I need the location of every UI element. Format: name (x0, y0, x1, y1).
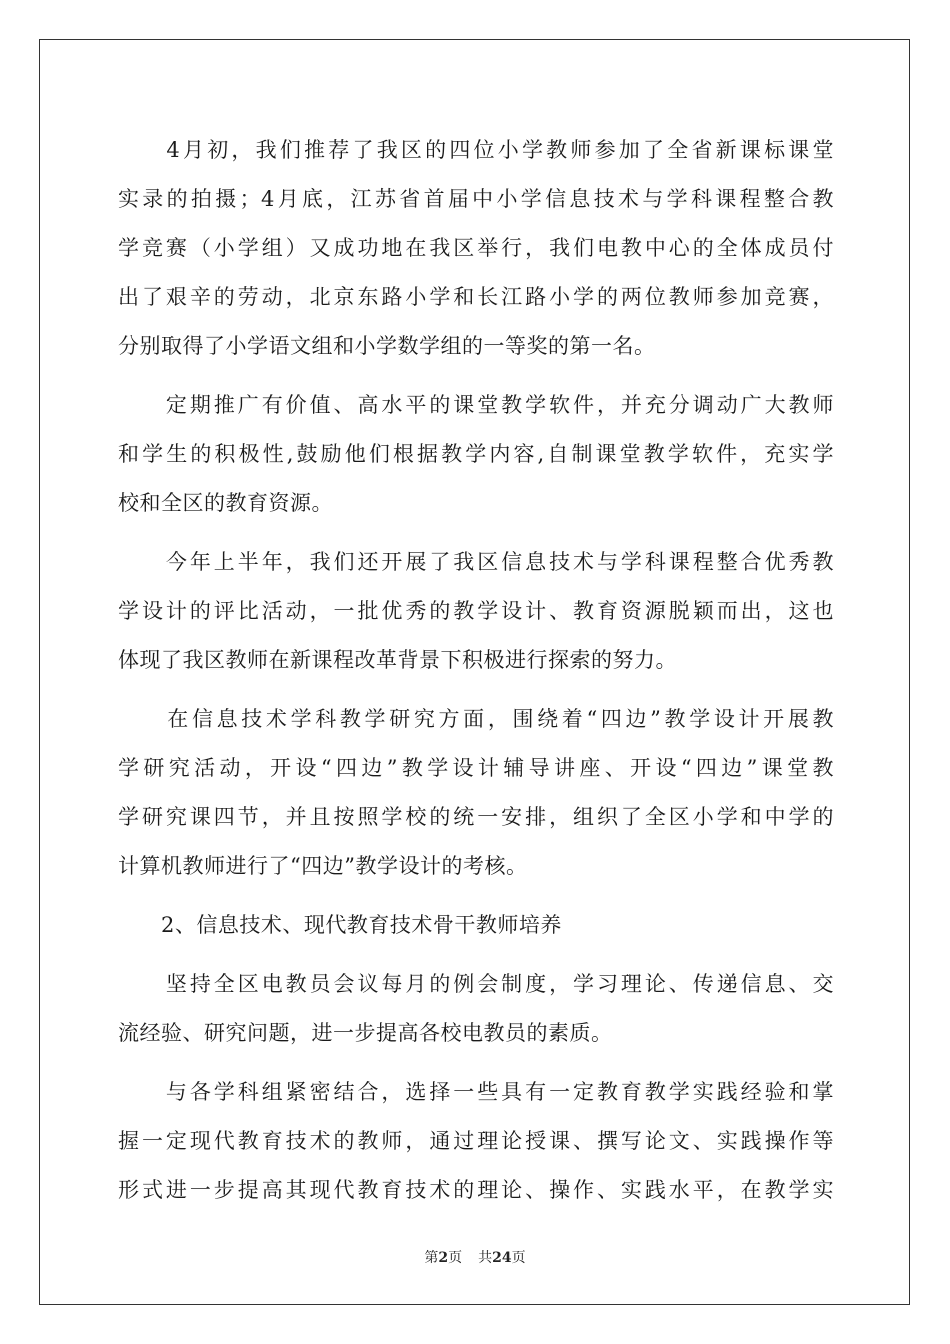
text-line: 学研究活动，开设“四边”教学设计辅导讲座、开设“四边”课堂教 (118, 756, 834, 780)
text-line: 在信息技术学科教学研究方面，围绕着“四边”教学设计开展教 (118, 707, 834, 731)
page-current: 2 (438, 1250, 449, 1266)
page-prefix: 第 (424, 1250, 439, 1266)
text-line: 4月初，我们推荐了我区的四位小学教师参加了全省新课标课堂 (118, 138, 834, 162)
text-line: 计算机教师进行了“四边”教学设计的考核。 (118, 854, 528, 878)
text-line: 和学生的积极性,鼓励他们根据教学内容,自制课堂教学软件，充实学 (118, 442, 834, 466)
text-line: 学竞赛（小学组）又成功地在我区举行，我们电教中心的全体成员付 (118, 236, 834, 260)
text-line: 出了艰辛的劳动，北京东路小学和长江路小学的两位教师参加竞赛， (118, 285, 834, 309)
text-line: 定期推广有价值、高水平的课堂教学软件，并充分调动广大教师 (118, 393, 834, 417)
section-heading: 2、信息技术、现代教育技术骨干教师培养 (118, 913, 562, 937)
text-line: 形式进一步提高其现代教育技术的理论、操作、实践水平，在教学实 (118, 1178, 834, 1202)
page-total: 24 (492, 1250, 512, 1266)
text-line: 实录的拍摄；4月底，江苏省首届中小学信息技术与学科课程整合教 (118, 187, 834, 211)
text-line: 今年上半年，我们还开展了我区信息技术与学科课程整合优秀教 (118, 550, 834, 574)
text-line: 体现了我区教师在新课程改革背景下积极进行探索的努力。 (118, 648, 677, 672)
text-line: 学设计的评比活动，一批优秀的教学设计、教育资源脱颖而出，这也 (118, 599, 834, 623)
text-line: 流经验、研究问题，进一步提高各校电教员的素质。 (118, 1021, 613, 1045)
total-unit: 页 (511, 1250, 526, 1266)
text-line: 校和全区的教育资源。 (118, 491, 333, 515)
text-line: 坚持全区电教员会议每月的例会制度，学习理论、传递信息、交 (118, 972, 834, 996)
text-line: 与各学科组紧密结合，选择一些具有一定教育教学实践经验和掌 (118, 1080, 834, 1104)
page-unit: 页 (448, 1250, 463, 1266)
text-line: 学研究课四节，并且按照学校的统一安排，组织了全区小学和中学的 (118, 805, 834, 829)
total-prefix: 共 (478, 1250, 493, 1266)
page-footer (0, 1247, 950, 1267)
text-line: 握一定现代教育技术的教师，通过理论授课、撰写论文、实践操作等 (118, 1129, 834, 1153)
text-line: 分别取得了小学语文组和小学数学组的一等奖的第一名。 (118, 334, 656, 358)
